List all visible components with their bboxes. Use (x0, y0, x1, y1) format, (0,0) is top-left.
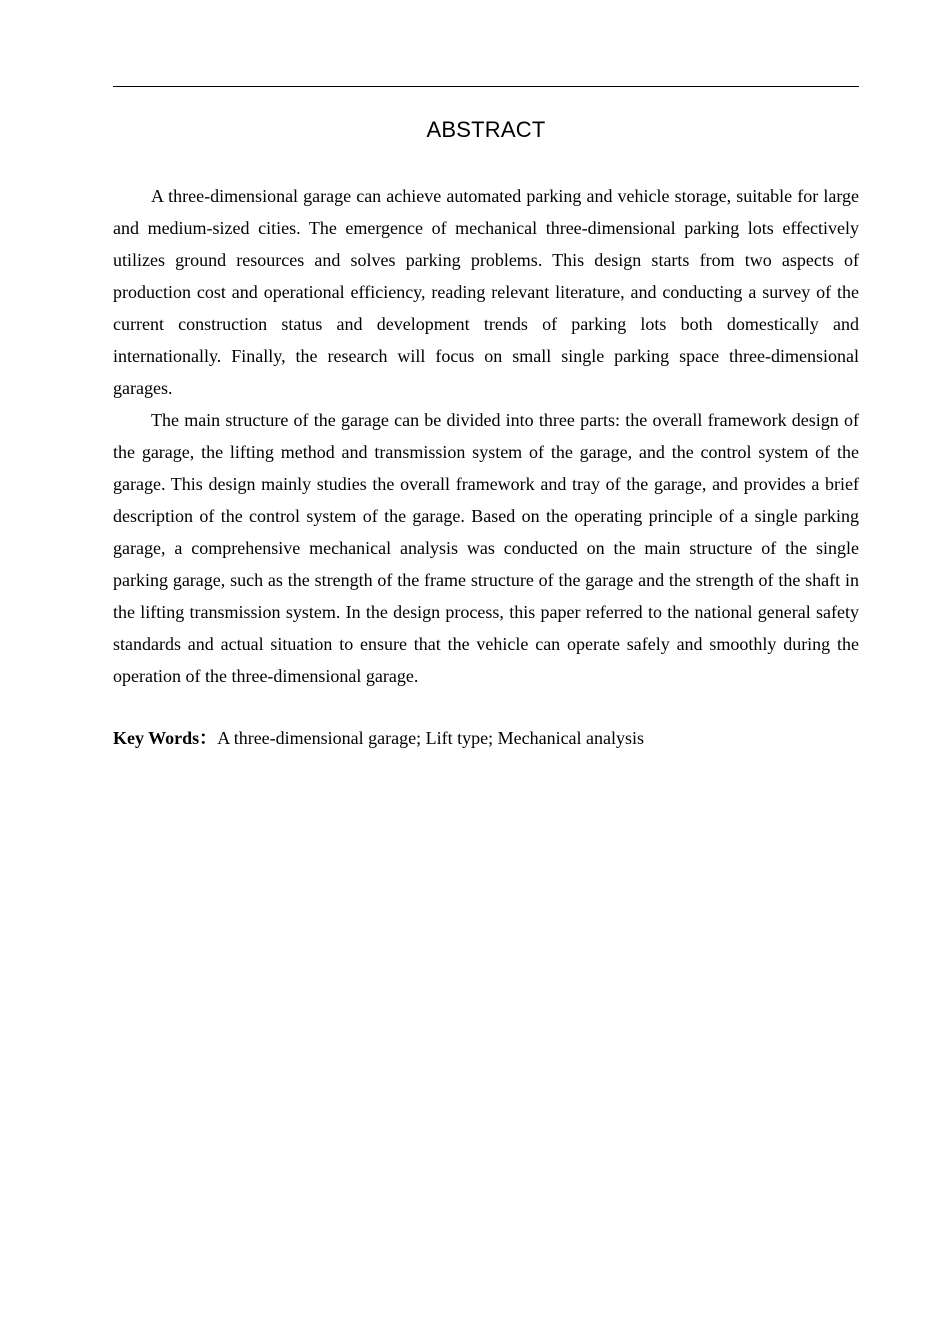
keywords-label: Key Words： (113, 728, 218, 748)
abstract-paragraph-2: The main structure of the garage can be divided into three parts: the overall framework design of the garage, the lifting method and transmission system of the garage, and the control system of the garage. This design mainly studies the overall framework and tray of the garage, and provides a brief description of the control system of the garage. Based on the operating principle of a single parking garage, a comprehensive mechanical analysis was conducted on the main structure of the single parking garage, such as the strength of the frame structure of the garage and the strength of the shaft in the lifting transmission system. In the design process, this paper referred to the national general safety standards and actual situation to ensure that the vehicle can operate safely and smoothly during the operation of the three-dimensional garage. (113, 410, 859, 686)
keywords-line (113, 722, 859, 754)
header-rule (113, 86, 859, 87)
abstract-title: ABSTRACT (426, 117, 546, 142)
abstract-paragraph-1: A three-dimensional garage can achieve automated parking and vehicle storage, suitable for large and medium-sized cities. The emergence of mechanical three-dimensional parking lots effectively utilizes ground resources and solves parking problems. This design starts from two aspects of production cost and operational efficiency, reading relevant literature, and conducting a survey of the current construction status and development trends of parking lots both domestically and internationally. Finally, the research will focus on small single parking space three-dimensional garages. (113, 186, 859, 398)
keywords-value: A three-dimensional garage; Lift type; Mechanical analysis (217, 728, 645, 748)
abstract-body (113, 180, 859, 692)
